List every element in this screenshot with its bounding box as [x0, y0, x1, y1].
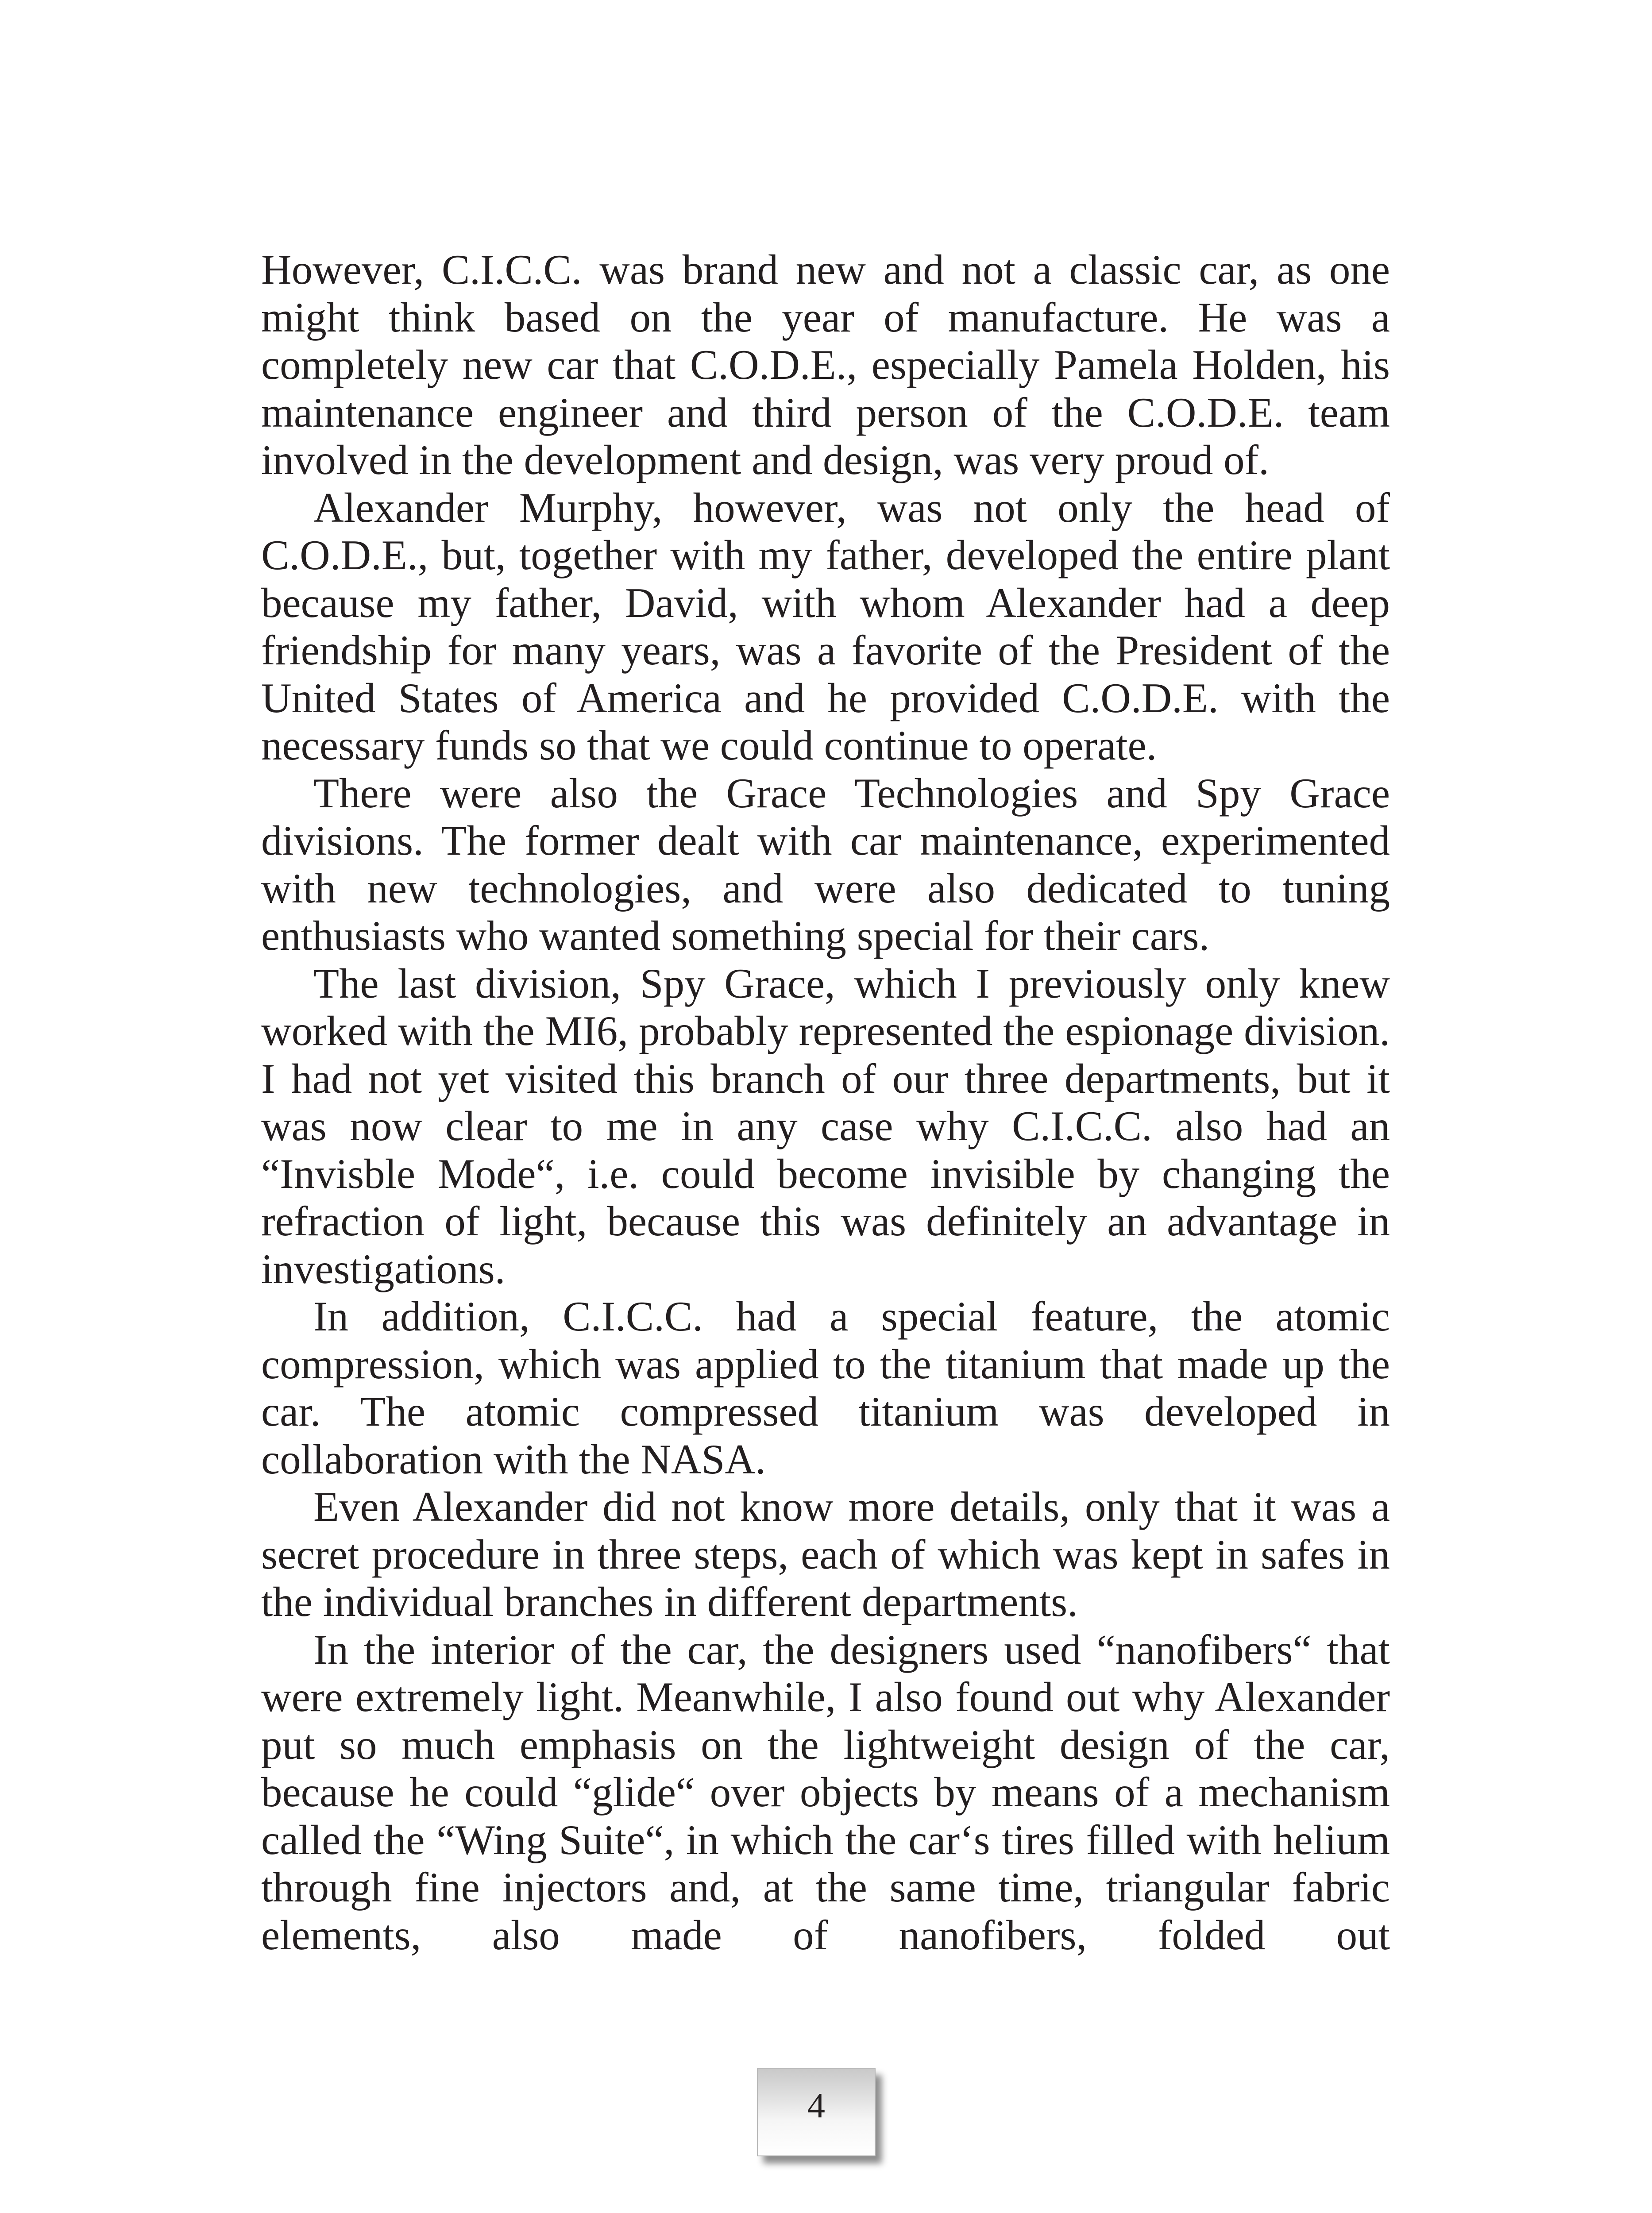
- page-number: 4: [807, 2086, 825, 2125]
- paragraph: In the interior of the car, the designers used “nanofibers“ that were extremely light. Meanwhile, I also found out why Alexander put so much emphasis on the lightweight design of the car, because he could “glide“ over objects by means of a mechanism called the “Wing Suite“, in which the car‘s tires filled with helium through fine injectors and, at the same time, triangular fabric elements, also made of nanofibers, folded out: [261, 1626, 1390, 1959]
- paragraph: However, C.I.C.C. was brand new and not a classic car, as one might think based on the year of manufacture. He was a completely new car that C.O.D.E., especially Pamela Holden, his maintenance engineer and third person of the C.O.D.E. team involved in the development and design, was very proud of.: [261, 246, 1390, 483]
- paragraph: Alexander Murphy, however, was not only the head of C.O.D.E., but, together with my father, developed the entire plant because my father, David, with whom Alexander had a deep friendship for many years, was a favorite of the President of the United States of America and he provided C.O.D.E. with the necessary funds so that we could continue to operate.: [261, 484, 1390, 769]
- paragraph: In addition, C.I.C.C. had a special feature, the atomic compression, which was applied to the titanium that made up the car. The atomic compressed titanium was developed in collaboration with the NASA.: [261, 1293, 1390, 1483]
- paragraph: There were also the Grace Technologies and Spy Grace divisions. The former dealt with car maintenance, experimented with new technologies, and were also dedicated to tuning enthusiasts who wanted something special for their cars.: [261, 769, 1390, 959]
- paragraph: The last division, Spy Grace, which I previously only knew worked with the MI6, probably represented the espionage division. I had not yet visited this branch of our three departments, but it was now clear to me in any case why C.I.C.C. also had an “Invisble Mode“, i.e. could become invisible by changing the refraction of light, because this was definitely an advantage in investigations.: [261, 960, 1390, 1292]
- page-number-box: [757, 2068, 876, 2156]
- paragraph: Even Alexander did not know more details, only that it was a secret procedure in three steps, each of which was kept in safes in the individual branches in different departments.: [261, 1483, 1390, 1625]
- body-text: [261, 246, 1390, 1959]
